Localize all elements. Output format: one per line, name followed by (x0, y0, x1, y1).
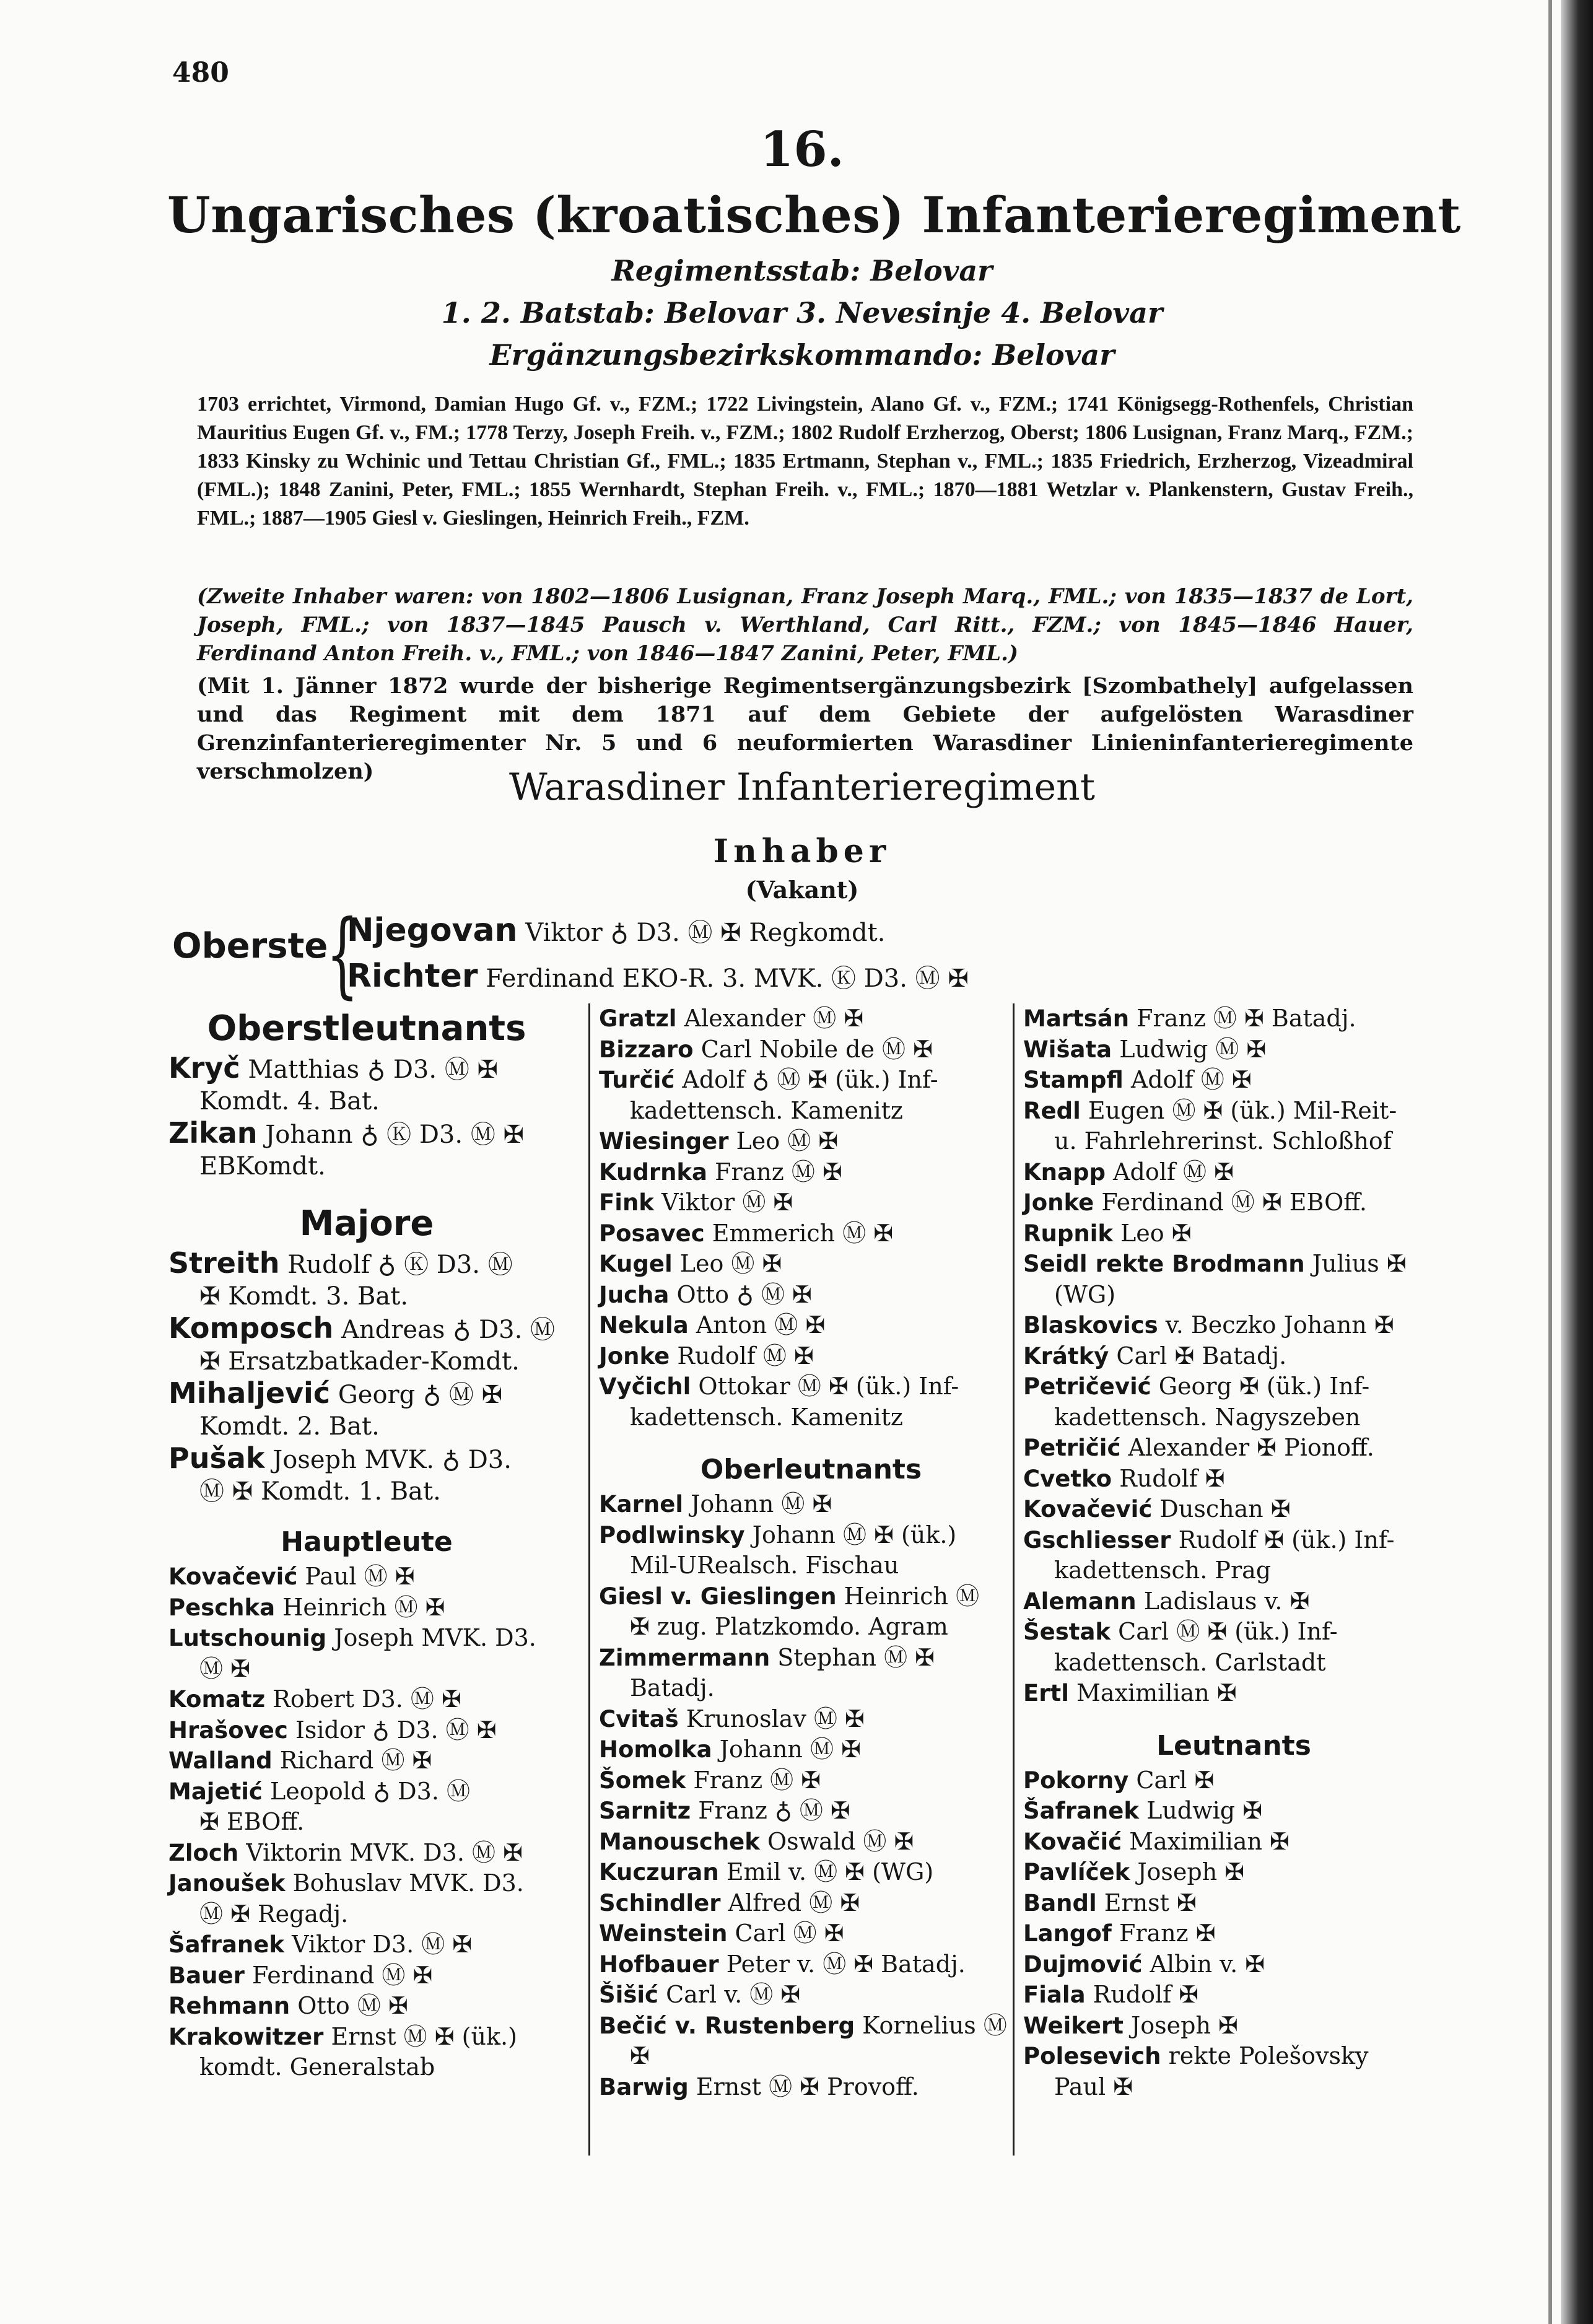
officer-details: Joseph MVK. ♁ D3. (273, 1446, 512, 1474)
officer-name: Karnel (599, 1491, 684, 1518)
officer-details: Krunoslav Ⓜ ✠ (686, 1705, 865, 1732)
officer-details: Ernst Ⓜ ✠ (ük.) (331, 2022, 517, 2050)
officer-name: Krakowitzer (168, 2023, 324, 2050)
officer-name: Weikert (1023, 2012, 1124, 2039)
officer-name: Alemann (1023, 1588, 1137, 1615)
officer-details: Ladislaus v. ✠ (1143, 1587, 1310, 1615)
officer-entry (168, 1776, 565, 1807)
officer-entry-continuation: ✠ (630, 2042, 650, 2069)
officer-entry-continuation: (WG) (1054, 1280, 1116, 1308)
officer-entry (599, 1157, 1023, 1188)
officer-name: Lutschounig (168, 1625, 327, 1651)
officer-name: Redl (1023, 1097, 1081, 1124)
officer-details: Leo Ⓜ ✠ (679, 1250, 782, 1277)
leutnants-list (1023, 1765, 1444, 2103)
officer-details: Carl v. Ⓜ ✠ (666, 1981, 801, 2008)
officer-entry (168, 1117, 565, 1151)
officer-name: Blaskovics (1023, 1312, 1158, 1339)
brace-symbol: { (326, 901, 359, 1008)
officer-name: Majetić (168, 1778, 263, 1805)
officer-entry (599, 1218, 1023, 1249)
officer-name: Njegovan (347, 912, 518, 949)
officer-entry (1023, 1857, 1444, 1888)
officer-details: Kornelius Ⓜ (862, 2011, 1007, 2039)
officer-entry (599, 1796, 1023, 1827)
officer-name: Nekula (599, 1312, 689, 1339)
officer-details: Johann Ⓜ ✠ (719, 1736, 861, 1763)
officer-entry (168, 1715, 565, 1746)
officer-name: Dujmović (1023, 1950, 1143, 1978)
officer-details: Ernst ✠ (1104, 1889, 1197, 1916)
officer-name: Cvetko (1023, 1465, 1112, 1492)
officer-details: Julius ✠ (1312, 1250, 1407, 1277)
officer-name: Polesevich (1023, 2043, 1161, 2069)
officer-entry (1023, 1796, 1444, 1827)
officer-details: Viktor ♁ D3. Ⓜ ✠ Regkomdt. (525, 919, 886, 947)
officer-details: Viktor Ⓜ ✠ (661, 1189, 793, 1216)
officer-entry-continuation: u. Fahrlehrerinst. Schloßhof (1054, 1127, 1392, 1155)
oberstleutnants-list (168, 1052, 565, 1182)
officer-entry-continuation: ✠ zug. Platzkomdo. Agram (630, 1613, 948, 1640)
officer-details: Adolf Ⓜ ✠ (1130, 1066, 1252, 1093)
officer-entry-continuation: EBKomdt. (199, 1152, 326, 1181)
officer-details: Alexander Ⓜ ✠ (684, 1005, 864, 1032)
officer-details: Leopold ♁ D3. Ⓜ (269, 1777, 470, 1805)
officer-name: Richter (347, 958, 478, 995)
oberste-row (347, 958, 969, 995)
scan-dark-edge (1561, 0, 1593, 2324)
officer-details: Franz Ⓜ ✠ Batadj. (1137, 1005, 1356, 1032)
officer-name: Kovačević (168, 1563, 298, 1590)
history-paragraph: 1703 errichtet, Virmond, Damian Hugo Gf. v., FZM.; 1722 Livingstein, Alano Gf. v., FZM.; 1741 Königsegg-Rothenfels, Christian Mauritius Eugen Gf. v., FM.; 1778 Terzy, Joseph Freih. v., FZM.; 1802 Rudolf Erzherzog, Oberst; 1806 Lusignan, Franz Marq., FZM.; 1833 Kinsky zu Wchinic und Tettau Christian Gf., FML.; 1835 Ertmann, Stephan v., FML.; 1835 Friedrich, Erzherzog, Vizeadmiral (FML.); 1848 Zanini, Peter, FML.; 1855 Wernhardt, Stephan Freih. v., FML.; 1870—1881 Wetzlar v. Plankenstern, Gustav Freih., FML.; 1887—1905 Giesl v. Gieslingen, Heinrich Freih., FZM. (197, 393, 1413, 530)
officer-entry (599, 1003, 1023, 1034)
officer-details: Ludwig Ⓜ ✠ (1119, 1035, 1267, 1063)
hauptleute-cont-list (599, 1003, 1023, 1433)
column-1 (168, 1003, 565, 2083)
officer-entry (1023, 1464, 1444, 1495)
officer-entry-continuation: ✠ EBOff. (199, 1808, 305, 1835)
officer-entry (168, 1562, 565, 1592)
officer-entry-continuation: kadettensch. Prag (1054, 1557, 1272, 1584)
officer-details: Carl Ⓜ ✠ (735, 1920, 844, 1947)
officer-entry-continuation: Mil-URealsch. Fischau (630, 1552, 899, 1579)
officer-name: Zikan (168, 1116, 258, 1150)
officer-details: Ferdinand Ⓜ ✠ (251, 1961, 433, 1989)
officer-details: Johann Ⓜ ✠ (ük.) (752, 1521, 957, 1549)
officer-entry (599, 1857, 1023, 1888)
officer-details: Bohuslav MVK. D3. (292, 1869, 524, 1897)
officer-entry (599, 1371, 1023, 1402)
officer-entry (168, 1443, 565, 1476)
officer-entry (1023, 1157, 1444, 1188)
officer-name: Knapp (1023, 1158, 1106, 1186)
officer-name: Jonke (1023, 1189, 1094, 1216)
column-3 (1013, 1003, 1444, 2156)
officer-entry (1023, 1034, 1444, 1065)
officer-name: Rupnik (1023, 1220, 1113, 1247)
previous-owners-paragraph: (Zweite Inhaber waren: von 1802—1806 Lusignan, Franz Joseph Marq., FML.; von 1835—1837 de Lort, Joseph, FML.; von 1837—1845 Pausch v. Werthland, Carl Ritt., FZM.; von 1845—1846 Hauer, Ferdinand Anton Freih. v., FML.; von 1846—1847 Zanini, Peter, FML.) (197, 584, 1413, 666)
officer-details: Joseph ✠ (1131, 2011, 1238, 2039)
officer-entry (168, 1378, 565, 1411)
officer-details: Joseph MVK. D3. (334, 1624, 536, 1651)
officer-details: Viktorin MVK. D3. Ⓜ ✠ (246, 1838, 523, 1866)
officer-details: Adolf Ⓜ ✠ (1113, 1158, 1234, 1186)
officer-name: Stampfl (1023, 1067, 1124, 1093)
officer-details: Georg ♁ Ⓜ ✠ (338, 1381, 503, 1409)
officer-entry-continuation: ✠ Komdt. 3. Bat. (199, 1282, 409, 1311)
officer-details: Ferdinand EKO-R. 3. MVK. Ⓚ D3. Ⓜ ✠ (486, 964, 969, 993)
officer-entry (599, 1489, 1023, 1520)
hauptleute-list (168, 1562, 565, 2083)
officer-details: Georg ✠ (ük.) Inf- (1158, 1373, 1370, 1400)
battalion-line: 1. 2. Batstab: Belovar 3. Nevesinje 4. Belovar (441, 296, 1163, 330)
officer-entry (599, 1280, 1023, 1311)
officer-name: Kudrnka (599, 1158, 708, 1186)
officer-details: Alexander ✠ Pionoff. (1128, 1434, 1374, 1461)
officer-name: Walland (168, 1747, 273, 1774)
officer-details: Otto ♁ Ⓜ ✠ (676, 1280, 812, 1308)
inhaber-status: (Vakant) (745, 876, 859, 904)
officer-entry (1023, 1249, 1444, 1280)
officer-name: Barwig (599, 2073, 689, 2100)
officer-details: Carl ✠ (1136, 1766, 1215, 1794)
officer-name: Bauer (168, 1962, 245, 1989)
regiment-title: Ungarisches (kroatisches) Infanterieregiment (167, 186, 1461, 244)
officer-details: Leo ✠ (1120, 1219, 1192, 1247)
officer-name: Šafranek (168, 1931, 284, 1958)
officer-entry (1023, 1888, 1444, 1919)
officer-name: Sarnitz (599, 1798, 691, 1824)
officer-details: Heinrich Ⓜ ✠ (282, 1593, 445, 1621)
section-subtitle: Warasdiner Infanterieregiment (509, 766, 1095, 809)
officer-name: Bizzaro (599, 1036, 694, 1063)
officer-entry (1023, 1433, 1444, 1464)
officer-entry (599, 1581, 1023, 1612)
officer-details: Carl Nobile de Ⓜ ✠ (700, 1035, 933, 1063)
officer-entry (599, 1310, 1023, 1341)
officer-details: Anton Ⓜ ✠ (696, 1311, 826, 1339)
officer-name: Komposch (168, 1311, 334, 1345)
officer-entry (599, 2072, 1023, 2103)
officer-name: Turčić (599, 1067, 675, 1093)
officer-name: Streith (168, 1246, 280, 1280)
officer-details: v. Beczko Johann ✠ (1165, 1311, 1394, 1339)
officer-name: Gratzl (599, 1005, 677, 1032)
officer-entry (599, 1827, 1023, 1858)
officer-name: Fink (599, 1189, 654, 1216)
officer-entry (1023, 1096, 1444, 1127)
officer-details: Otto Ⓜ ✠ (297, 1992, 408, 2019)
officer-entry (168, 1838, 565, 1869)
officer-entry (168, 1247, 565, 1281)
oberste-row (347, 912, 885, 949)
officer-entry-continuation: kadettensch. Carlstadt (1054, 1648, 1326, 1676)
leutnants-heading: Leutnants (1156, 1729, 1311, 1762)
officer-name: Petričić (1023, 1435, 1121, 1461)
officer-entry (1023, 1586, 1444, 1617)
officer-name: Mihaljević (168, 1376, 331, 1410)
majore-list (168, 1247, 565, 1508)
officer-entry (599, 1704, 1023, 1735)
officer-entry (168, 1745, 565, 1776)
officer-entry-continuation: Paul ✠ (1054, 2073, 1133, 2100)
officer-name: Pavlíček (1023, 1859, 1130, 1885)
officer-entry (168, 1991, 565, 2022)
officer-details: Carl Ⓜ ✠ (ük.) Inf- (1118, 1618, 1338, 1645)
officer-name: Wiesinger (599, 1128, 729, 1155)
note-paragraph: (Mit 1. Jänner 1872 wurde der bisherige Regimentsergänzungsbezirk [Szombathely] aufgelassen und das Regiment mit dem 1871 auf dem Gebiete der aufgelösten Warasdiner Grenzinfanterieregimenter Nr. 5 und 6 neuformierten Warasdiner Linieninfanterieregimente verschmolzen) (197, 673, 1413, 784)
officer-details: Ernst Ⓜ ✠ Provoff. (696, 2073, 919, 2100)
officer-name: Kuczuran (599, 1859, 719, 1885)
officer-entry (1023, 1949, 1444, 1980)
officer-entry (168, 1684, 565, 1715)
officer-entry (168, 1623, 565, 1654)
officer-details: rekte Polešovsky (1168, 2042, 1369, 2069)
officer-name: Podlwinsky (599, 1521, 745, 1549)
officer-entry (599, 1734, 1023, 1765)
officer-entry (599, 1341, 1023, 1372)
officer-name: Kryč (168, 1051, 240, 1085)
officer-entry (168, 1868, 565, 1899)
officer-entry (1023, 1003, 1444, 1034)
hauptleute-heading: Hauptleute (281, 1526, 453, 1558)
officer-entry (599, 1034, 1023, 1065)
officer-details: Rudolf ✠ (1119, 1464, 1225, 1492)
officer-details: Emil v. Ⓜ ✠ (WG) (726, 1858, 934, 1885)
oberstleutnants-heading: Oberstleutnants (207, 1008, 526, 1049)
officer-entry (599, 1643, 1023, 1674)
officer-details: Alfred Ⓜ ✠ (728, 1889, 860, 1916)
officer-entry-continuation: kadettensch. Nagyszeben (1054, 1403, 1361, 1431)
officer-details: Paul Ⓜ ✠ (305, 1563, 415, 1590)
oberste-heading: Oberste (172, 926, 328, 966)
officer-entry-continuation: Batadj. (630, 1674, 715, 1702)
officer-entry (599, 1980, 1023, 2011)
officer-name: Seidl rekte Brodmann (1023, 1251, 1305, 1277)
officer-details: Carl ✠ Batadj. (1116, 1342, 1287, 1370)
officer-details: Robert D3. Ⓜ ✠ (273, 1685, 461, 1713)
officer-entry (1023, 2011, 1444, 2042)
officer-details: Eugen Ⓜ ✠ (ük.) Mil-Reit- (1088, 1096, 1397, 1124)
officer-name: Šafranek (1023, 1798, 1139, 1824)
oberleutnants-heading: Oberleutnants (700, 1454, 922, 1485)
officer-name: Kovačević (1023, 1496, 1153, 1522)
officer-entry (1023, 1918, 1444, 1949)
officer-entry (1023, 1765, 1444, 1796)
officer-name: Ertl (1023, 1680, 1069, 1706)
officer-entry (1023, 1827, 1444, 1858)
officer-name: Krátký (1023, 1342, 1109, 1370)
officer-name: Posavec (599, 1220, 705, 1247)
officer-name: Gschliesser (1023, 1526, 1171, 1553)
oberleutnants-cont-list (1023, 1003, 1444, 1709)
officer-entry (1023, 1065, 1444, 1096)
officer-details: Richard Ⓜ ✠ (279, 1747, 432, 1774)
officer-details: Leo Ⓜ ✠ (736, 1127, 839, 1155)
officer-details: Viktor D3. Ⓜ ✠ (292, 1931, 473, 1958)
officer-entry (1023, 2041, 1444, 2072)
officer-name: Petričević (1023, 1373, 1151, 1400)
officer-entry-continuation: ✠ Ersatzbatkader-Komdt. (199, 1347, 520, 1376)
officer-entry (599, 1187, 1023, 1218)
page-number: 480 (172, 57, 229, 89)
officer-name: Martsán (1023, 1005, 1130, 1032)
officer-details: Andreas ♁ D3. Ⓜ (341, 1316, 556, 1344)
inhaber-heading: Inhaber (713, 832, 891, 870)
officer-entry (168, 2022, 565, 2053)
officer-details: Isidor ♁ D3. Ⓜ ✠ (295, 1716, 497, 1744)
officer-entry (599, 1249, 1023, 1280)
officer-name: Pušak (168, 1441, 265, 1475)
officer-entry (168, 1960, 565, 1991)
officer-entry (168, 1052, 565, 1086)
officer-entry-continuation: Komdt. 2. Bat. (199, 1412, 380, 1441)
officer-name: Giesl v. Gieslingen (599, 1583, 837, 1610)
officer-name: Jucha (599, 1281, 670, 1308)
officer-details: Ludwig ✠ (1146, 1797, 1263, 1824)
officer-details: Ottokar Ⓜ ✠ (ük.) Inf- (698, 1373, 959, 1400)
officer-entry (1023, 1678, 1444, 1709)
officer-name: Fiala (1023, 1981, 1086, 2008)
officer-entry (1023, 1187, 1444, 1218)
officer-entry (1023, 1371, 1444, 1402)
officer-name: Pokorny (1023, 1767, 1129, 1794)
officer-entry (1023, 1980, 1444, 2011)
officer-details: Heinrich Ⓜ (844, 1582, 980, 1610)
officer-name: Hofbauer (599, 1950, 719, 1978)
officer-details: Stephan Ⓜ ✠ (777, 1643, 935, 1671)
officer-entry (1023, 1218, 1444, 1249)
officer-entry (1023, 1310, 1444, 1341)
officer-name: Vyčichl (599, 1373, 691, 1400)
column-2 (588, 1003, 1023, 2156)
officer-name: Hrašovec (168, 1716, 288, 1744)
officer-entry (1023, 1525, 1444, 1556)
officer-details: Johann Ⓜ ✠ (691, 1490, 832, 1518)
officer-details: Emmerich Ⓜ ✠ (712, 1219, 894, 1247)
officer-entry (1023, 1617, 1444, 1648)
majore-heading: Majore (299, 1204, 434, 1244)
officer-name: Kovačić (1023, 1828, 1122, 1855)
officer-name: Homolka (599, 1736, 712, 1763)
officer-details: Franz ♁ Ⓜ ✠ (698, 1797, 850, 1824)
officer-name: Zloch (168, 1839, 239, 1866)
officer-name: Jonke (599, 1342, 670, 1370)
officer-details: Rudolf ✠ (ük.) Inf- (1178, 1526, 1395, 1553)
officer-entry (168, 1313, 565, 1346)
officer-entry (599, 2011, 1023, 2042)
officer-details: Peter v. Ⓜ ✠ Batadj. (726, 1950, 966, 1978)
officer-entry (599, 1949, 1023, 1980)
officer-name: Rehmann (168, 1993, 290, 2019)
officer-name: Peschka (168, 1594, 276, 1621)
officer-name: Bečić v. Rustenberg (599, 2012, 855, 2039)
officer-name: Šišić (599, 1981, 658, 2008)
officer-name: Wišata (1023, 1036, 1112, 1063)
oberleutnants-list (599, 1489, 1023, 2102)
officer-entry-continuation: Ⓜ ✠ Regadj. (199, 1900, 349, 1928)
staff-line: Regimentsstab: Belovar (611, 254, 993, 287)
officer-name: Schindler (599, 1889, 721, 1916)
officer-entry (168, 1592, 565, 1623)
officer-name: Zimmermann (599, 1644, 770, 1671)
officer-entry (599, 1918, 1023, 1949)
officer-details: Matthias ♁ D3. Ⓜ ✠ (248, 1055, 499, 1084)
officer-name: Komatz (168, 1686, 266, 1713)
officer-details: Franz ✠ (1119, 1920, 1216, 1947)
officer-details: Franz Ⓜ ✠ (693, 1766, 821, 1794)
officer-details: Franz Ⓜ ✠ (715, 1158, 842, 1186)
district-line: Ergänzungsbezirkskommando: Belovar (489, 338, 1115, 372)
officer-details: Maximilian ✠ (1129, 1827, 1290, 1855)
officer-details: Oswald Ⓜ ✠ (767, 1827, 914, 1855)
officer-entry (1023, 1494, 1444, 1525)
officer-details: Johann ♁ Ⓚ D3. Ⓜ ✠ (265, 1120, 525, 1149)
officer-entry-continuation: komdt. Generalstab (199, 2053, 435, 2081)
officer-name: Šestak (1023, 1618, 1111, 1645)
officer-entry (599, 1520, 1023, 1551)
officer-name: Manouschek (599, 1828, 760, 1855)
officer-name: Weinstein (599, 1920, 728, 1947)
officer-details: Duschan ✠ (1159, 1495, 1291, 1522)
officer-name: Janoušek (168, 1870, 286, 1897)
officer-name: Langof (1023, 1920, 1112, 1947)
officer-entry (599, 1065, 1023, 1096)
officer-details: Albin v. ✠ (1150, 1950, 1265, 1978)
officer-name: Kugel (599, 1251, 673, 1277)
officer-entry (599, 1765, 1023, 1796)
officer-name: Šomek (599, 1767, 686, 1794)
officer-entry-continuation: Komdt. 4. Bat. (199, 1087, 380, 1116)
officer-details: Maximilian ✠ (1076, 1679, 1237, 1706)
page-edge-line (1548, 0, 1552, 2324)
officer-details: Rudolf Ⓜ ✠ (677, 1342, 814, 1370)
officer-entry (599, 1888, 1023, 1919)
officer-entry-continuation: Ⓜ ✠ Komdt. 1. Bat. (199, 1477, 441, 1506)
officer-name: Cvitaš (599, 1705, 679, 1732)
officer-entry (168, 1929, 565, 1960)
officer-name: Bandl (1023, 1889, 1097, 1916)
officer-entry-continuation: Ⓜ ✠ (199, 1654, 250, 1682)
officer-entry (1023, 1341, 1444, 1372)
officer-entry (599, 1126, 1023, 1157)
officer-details: Ferdinand Ⓜ ✠ EBOff. (1101, 1189, 1367, 1216)
officer-details: Joseph ✠ (1137, 1858, 1245, 1885)
officer-details: Rudolf ♁ Ⓚ D3. Ⓜ (287, 1251, 513, 1279)
officer-entry-continuation: kadettensch. Kamenitz (630, 1096, 903, 1124)
regiment-number: 16. (760, 121, 844, 178)
officer-details: Rudolf ✠ (1093, 1981, 1199, 2008)
officer-entry-continuation: kadettensch. Kamenitz (630, 1403, 903, 1431)
officer-details: Adolf ♁ Ⓜ ✠ (ük.) Inf- (682, 1066, 938, 1093)
